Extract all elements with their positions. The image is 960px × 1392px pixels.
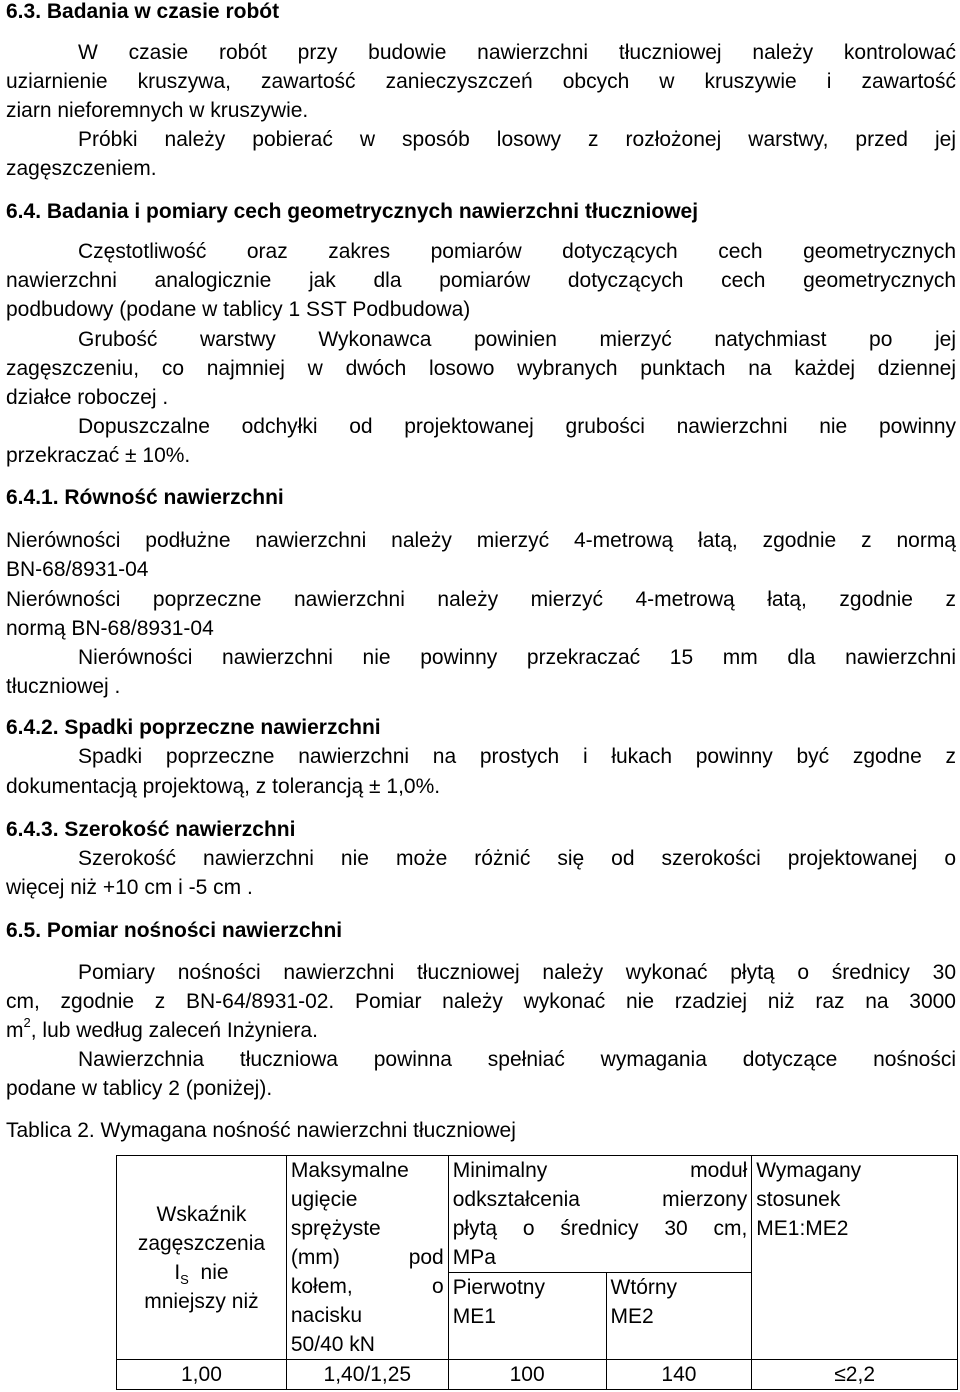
paragraph-line: Pomiary nośności nawierzchni tłuczniowej należy wykonać płytą o średnicy 30 xyxy=(78,961,956,984)
paragraph-line: BN-68/8931-04 xyxy=(6,558,149,581)
paragraph-line: dokumentacją projektową, z tolerancją ± 1,0%. xyxy=(6,775,441,798)
table-cell: 140 xyxy=(606,1360,752,1390)
section-heading-6-4-2: 6.4.2. Spadki poprzeczne nawierzchni xyxy=(6,716,381,739)
section-heading-6-3: 6.3. Badania w czasie robót xyxy=(6,0,280,23)
paragraph-line: Szerokość nawierzchni nie może różnić się od szerokości projektowanej o xyxy=(78,847,956,870)
paragraph-line: Częstotliwość oraz zakres pomiarów dotyczących cech geometrycznych xyxy=(78,240,956,263)
table-header-cell: Minimalny moduł odkształcenia mierzony płytą o średnicy 30 cm, MPa xyxy=(448,1156,752,1273)
table-cell: 1,00 xyxy=(117,1360,287,1390)
table-header-cell: Wskaźnik zagęszczenia $I_S$ nie mniejszy niż xyxy=(117,1156,287,1360)
section-heading-6-4-3: 6.4.3. Szerokość nawierzchni xyxy=(6,818,296,841)
table-row xyxy=(117,1360,958,1390)
paragraph-line: przekraczać ± 10%. xyxy=(6,444,191,467)
paragraph-line: Nierówności podłużne nawierzchni należy mierzyć 4-metrową łatą, zgodnie z normą xyxy=(6,529,956,552)
paragraph-line: normą BN-68/8931-04 xyxy=(6,617,214,640)
paragraph-line: podane w tablicy 2 (poniżej). xyxy=(6,1077,273,1100)
paragraph-line: cm, zgodnie z BN-64/8931-02. Pomiar należy wykonać nie rzadziej niż raz na 3000 xyxy=(6,990,956,1013)
paragraph-line: Spadki poprzeczne nawierzchni na prostych i łukach powinny być zgodne z xyxy=(78,745,956,768)
paragraph-line: tłuczniowej . xyxy=(6,675,121,698)
table-header-cell: Wymagany stosunek ME1:ME2 xyxy=(752,1156,958,1360)
paragraph-line: Nierówności poprzeczne nawierzchni należy mierzyć 4-metrową łatą, zgodnie z xyxy=(6,588,956,611)
paragraph-line: zagęszczeniu, co najmniej w dwóch losowo wybranych punktach na każdej dziennej xyxy=(6,357,956,380)
table-cell: 1,40/1,25 xyxy=(286,1360,448,1390)
paragraph-line: Nierówności nawierzchni nie powinny przekraczać 15 mm dla nawierzchni xyxy=(78,646,956,669)
table-cell: ≤2,2 xyxy=(752,1360,958,1390)
paragraph-line: uziarnienie kruszywa, zawartość zanieczyszczeń obcych w kruszywie i zawartość xyxy=(6,70,956,93)
table-header-cell: Wtórny ME2 xyxy=(606,1273,752,1360)
table-caption: Tablica 2. Wymagana nośność nawierzchni tłuczniowej xyxy=(6,1119,516,1142)
paragraph-line: nawierzchni analogicznie jak dla pomiarów dotyczących cech geometrycznych xyxy=(6,269,956,292)
paragraph-line: $m^2$, lub według zaleceń Inżyniera. xyxy=(6,1015,318,1042)
paragraph-line: Dopuszczalne odchyłki od projektowanej grubości nawierzchni nie powinny xyxy=(78,415,956,438)
paragraph-line: Grubość warstwy Wykonawca powinien mierzyć natychmiast po jej xyxy=(78,328,956,351)
paragraph-line: podbudowy (podane w tablicy 1 SST Podbudowa) xyxy=(6,298,471,321)
table-2 xyxy=(116,1155,958,1390)
paragraph-line: Nawierzchnia tłuczniowa powinna spełniać wymagania dotyczące nośności xyxy=(78,1048,956,1071)
table-header-cell: Maksymalne ugięcie sprężyste (mm) pod kołem, o nacisku 50/40 kN xyxy=(286,1156,448,1360)
paragraph-line: działce roboczej . xyxy=(6,386,169,409)
paragraph-line: więcej niż +10 cm i -5 cm . xyxy=(6,876,253,899)
paragraph-line: ziarn nieforemnych w kruszywie. xyxy=(6,99,309,122)
section-heading-6-4-1: 6.4.1. Równość nawierzchni xyxy=(6,486,284,509)
table-cell: 100 xyxy=(448,1360,606,1390)
section-heading-6-4: 6.4. Badania i pomiary cech geometrycznych nawierzchni tłuczniowej xyxy=(6,200,699,223)
paragraph-line: Próbki należy pobierać w sposób losowy z rozłożonej warstwy, przed jej xyxy=(78,128,956,151)
paragraph-line: zagęszczeniem. xyxy=(6,157,157,180)
table-header-cell: Pierwotny ME1 xyxy=(448,1273,606,1360)
section-heading-6-5: 6.5. Pomiar nośności nawierzchni xyxy=(6,919,343,942)
paragraph-line: W czasie robót przy budowie nawierzchni tłuczniowej należy kontrolować xyxy=(78,41,956,64)
